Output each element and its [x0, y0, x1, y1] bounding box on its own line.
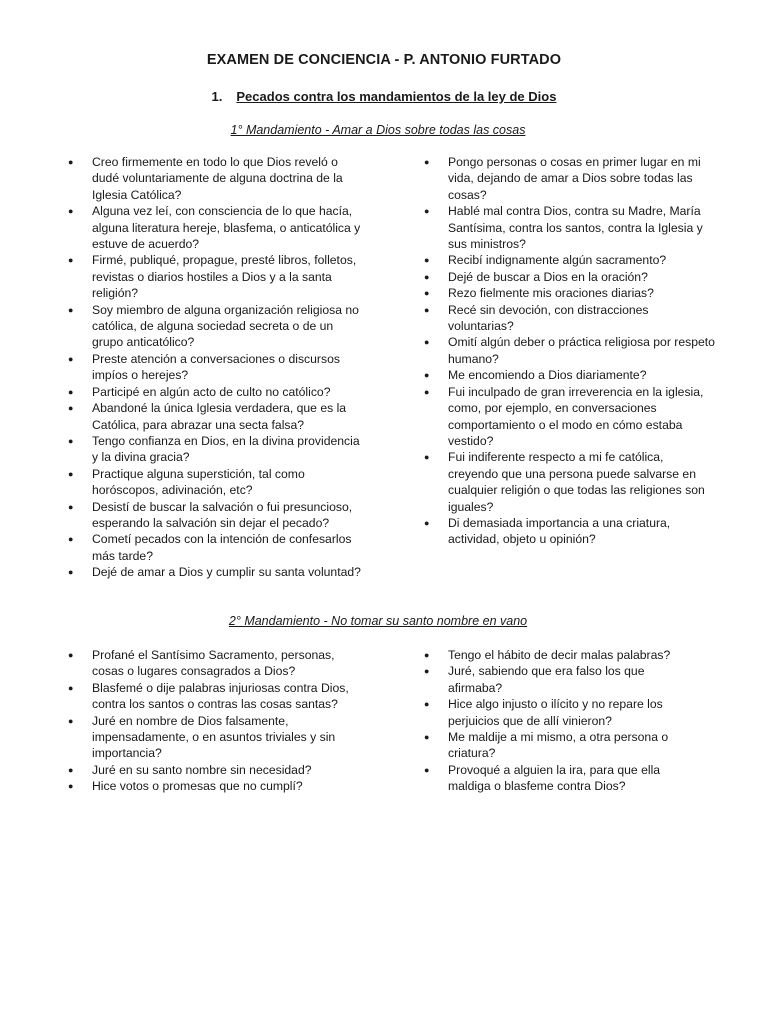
question-text: Blasfemé o dije palabras injuriosas contra Dios, contra los santos o contras las cosas santas?	[92, 680, 349, 712]
question-item	[68, 351, 364, 384]
bullet-icon: ●	[424, 699, 430, 710]
question-text: Practique alguna superstición, tal como horóscopos, adivinación, etc?	[92, 466, 305, 498]
question-item	[424, 515, 716, 548]
question-item	[68, 778, 364, 794]
question-text: Me maldije a mi mismo, a otra persona o criatura?	[448, 730, 669, 761]
question-text: Firmé, publiqué, propague, presté libros, folletos, revistas o diarios hostiles a Dios y a la santa religión?	[92, 253, 357, 301]
question-text: Tengo confianza en Dios, en la divina providencia y la divina gracia?	[92, 433, 360, 465]
section-number: 1.	[211, 89, 223, 104]
bullet-icon: ●	[424, 650, 430, 660]
question-text: Profané el Santísimo Sacramento, personas, cosas o lugares consagrados a Dios?	[92, 648, 335, 679]
commandment-2-left-column	[68, 647, 364, 795]
question-text: Di demasiada importancia a una criatura, actividad, objeto u opinión?	[448, 515, 671, 547]
question-text: Hice algo injusto o ilícito y no repare los perjuicios que de allí vinieron?	[448, 697, 663, 728]
question-item	[68, 400, 364, 433]
bullet-icon: ●	[68, 715, 74, 726]
question-text: Dejé de buscar a Dios en la oración?	[448, 269, 648, 284]
bullet-icon: ●	[68, 534, 74, 545]
bullet-icon: ●	[424, 732, 430, 743]
question-text: Desistí de buscar la salvación o fui presuncioso, esperando la salvación sin dejar el pecado?	[92, 499, 353, 530]
question-list	[68, 154, 364, 581]
question-item	[424, 696, 686, 729]
bullet-icon: ●	[68, 304, 74, 315]
question-text: Recé sin devoción, con distracciones voluntarias?	[448, 302, 649, 334]
commandment-1-right-column	[424, 154, 716, 548]
bullet-icon: ●	[424, 337, 430, 348]
bullet-icon: ●	[424, 370, 430, 381]
question-text: Juré en nombre de Dios falsamente, impensadamente, o en asuntos triviales y sin importancia?	[92, 713, 336, 761]
question-text: Omití algún deber o práctica religiosa por respeto humano?	[448, 335, 715, 366]
question-text: Juré en su santo nombre sin necesidad?	[92, 762, 312, 777]
question-item	[68, 713, 364, 762]
question-text: Abandoné la única Iglesia verdadera, que es la Católica, para abrazar una secta falsa?	[92, 401, 347, 432]
question-item	[424, 269, 716, 285]
bullet-icon: ●	[424, 157, 430, 167]
question-item	[424, 384, 716, 450]
question-text: Dejé de amar a Dios y cumplir su santa voluntad?	[92, 565, 361, 580]
question-list	[424, 154, 716, 548]
question-item	[424, 154, 716, 203]
commandment-2-right-column	[424, 647, 686, 795]
question-list	[424, 647, 686, 795]
section-title: Pecados contra los mandamientos de la ley de Dios	[236, 89, 557, 104]
bullet-icon: ●	[424, 666, 430, 677]
commandment-1-title: 1° Mandamiento - Amar a Dios sobre todas las cosas	[230, 123, 526, 137]
section-heading	[0, 89, 768, 104]
bullet-icon: ●	[68, 468, 74, 479]
question-text: Tengo el hábito de decir malas palabras?	[448, 648, 671, 662]
question-item	[424, 203, 716, 252]
bullet-icon: ●	[68, 206, 74, 217]
question-item	[424, 302, 716, 335]
question-text: Provoqué a alguien la ira, para que ella maldiga o blasfeme contra Dios?	[448, 762, 661, 794]
bullet-icon: ●	[424, 206, 430, 217]
question-text: Pongo personas o cosas en primer lugar en mi vida, dejando de amar a Dios sobre todas las cosas?	[448, 155, 701, 202]
bullet-icon: ●	[68, 403, 74, 414]
question-item	[424, 449, 716, 515]
question-item	[68, 531, 364, 564]
question-text: Soy miembro de alguna organización religiosa no católica, de alguna sociedad secreta o de un grupo anticatólico?	[92, 302, 359, 350]
question-text: Rezo fielmente mis oraciones diarias?	[448, 286, 654, 301]
bullet-icon: ●	[68, 682, 74, 693]
question-item	[68, 154, 364, 203]
question-item	[424, 334, 716, 367]
bullet-icon: ●	[424, 386, 430, 397]
question-item	[424, 762, 686, 795]
question-text: Hice votos o promesas que no cumplí?	[92, 779, 303, 794]
bullet-icon: ●	[68, 781, 74, 792]
bullet-icon: ●	[424, 452, 430, 463]
bullet-icon: ●	[68, 353, 74, 364]
question-item	[424, 252, 716, 268]
question-item	[68, 433, 364, 466]
bullet-icon: ●	[68, 764, 74, 775]
question-item	[68, 466, 364, 499]
question-item	[424, 367, 716, 383]
bullet-icon: ●	[424, 271, 430, 282]
question-text: Creo firmemente en todo lo que Dios reveló o dudé voluntariamente de alguna doctrina de la Iglesia Católica?	[92, 155, 343, 202]
question-text: Alguna vez leí, con consciencia de lo que hacía, alguna literatura hereje, blasfema, o anticatólica y estuve de acuerdo?	[92, 204, 361, 252]
bullet-icon: ●	[424, 304, 430, 315]
question-text: Cometí pecados con la intención de confesarlos más tarde?	[92, 532, 352, 563]
question-item	[68, 203, 364, 252]
question-item	[68, 647, 364, 680]
question-text: Preste atención a conversaciones o discursos impíos o herejes?	[92, 351, 340, 383]
bullet-icon: ●	[68, 650, 74, 660]
commandment-2-title: 2° Mandamiento - No tomar su santo nombre en vano	[228, 614, 528, 628]
bullet-icon: ●	[424, 764, 430, 775]
question-text: Hablé mal contra Dios, contra su Madre, María Santísima, contra los santos, contra la Iglesia y sus ministros?	[448, 204, 703, 252]
question-item	[68, 680, 364, 713]
question-text: Participé en algún acto de culto no católico?	[92, 384, 331, 399]
document-title: EXAMEN DE CONCIENCIA - P. ANTONIO FURTADO	[206, 52, 562, 68]
bullet-icon: ●	[68, 567, 74, 578]
commandment-1-left-column	[68, 154, 364, 581]
bullet-icon: ●	[68, 435, 74, 446]
question-item	[68, 762, 364, 778]
question-item	[68, 499, 364, 532]
question-text: Juré, sabiendo que era falso los que afirmaba?	[448, 664, 645, 695]
question-text: Fui inculpado de gran irreverencia en la iglesia, como, por ejemplo, en conversaciones comportamiento o el modo en cómo estaba vestido?	[448, 384, 704, 448]
question-item	[68, 384, 364, 400]
bullet-icon: ●	[68, 386, 74, 397]
question-text: Fui indiferente respecto a mi fe católica, creyendo que una persona puede salvarse en cualquier religión o que todas las religiones son iguales?	[448, 450, 705, 514]
bullet-icon: ●	[424, 255, 430, 266]
bullet-icon: ●	[68, 501, 74, 512]
bullet-icon: ●	[424, 517, 430, 528]
question-item	[424, 663, 686, 696]
question-text: Me encomiendo a Dios diariamente?	[448, 368, 647, 383]
question-item	[68, 302, 364, 351]
question-item	[424, 285, 716, 301]
question-item	[424, 729, 686, 762]
question-list	[68, 647, 364, 795]
question-text: Recibí indignamente algún sacramento?	[448, 253, 667, 268]
question-item	[68, 252, 364, 301]
bullet-icon: ●	[68, 255, 74, 266]
bullet-icon: ●	[424, 288, 430, 299]
bullet-icon: ●	[68, 157, 74, 167]
question-item	[68, 564, 364, 580]
question-item	[424, 647, 686, 663]
